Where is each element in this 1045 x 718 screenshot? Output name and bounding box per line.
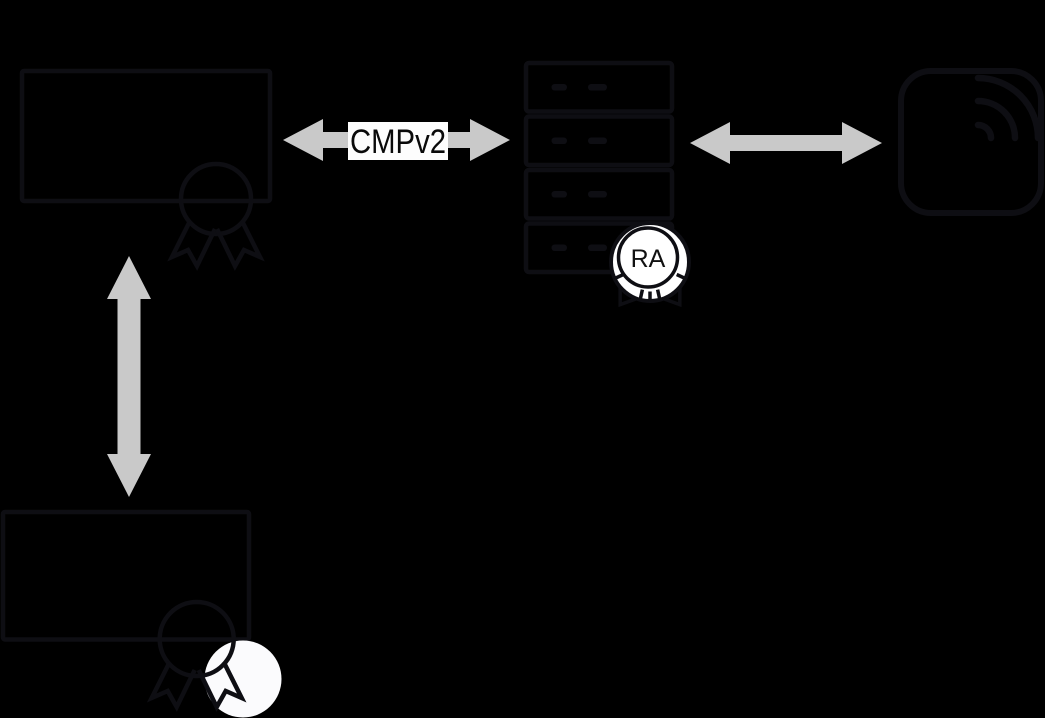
wifi-waves-icon [978,78,1038,138]
certificate-rect [22,71,270,201]
wireless-device-icon [901,71,1041,213]
ra-badge [611,223,689,305]
certificate-seal-icon [172,164,260,266]
cmpv2-label-text: CMPv2 [350,123,446,161]
server-drawer-leds [552,84,608,251]
vertical-double-arrow [107,256,151,497]
certificate-icon-top-left [22,71,270,266]
server-device-double-arrow [690,122,882,164]
ra-badge-text: RA [630,245,666,273]
cmpv2-label [348,122,448,161]
certificate-seal-icon [152,602,242,707]
certificate-icon-bottom-left [3,512,282,718]
certificate-rect [3,512,249,640]
